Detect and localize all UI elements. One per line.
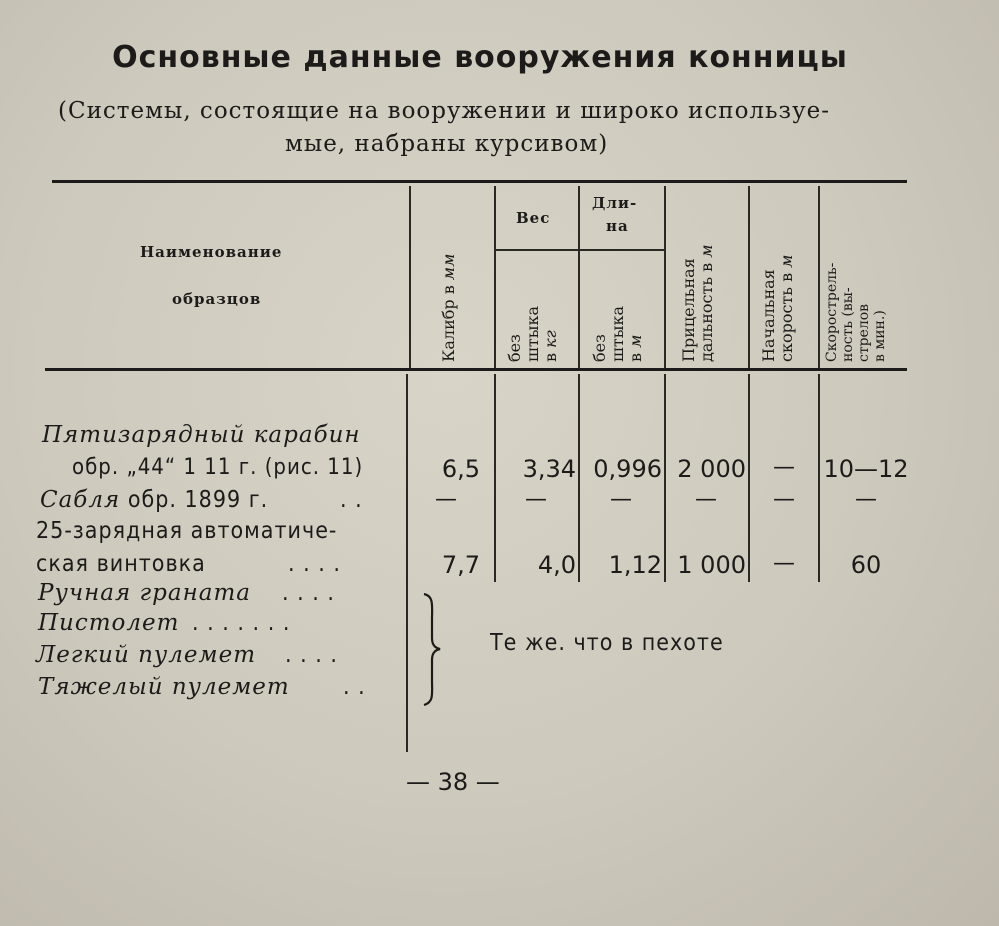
- grouped-row-leader: . . . .: [282, 580, 335, 606]
- row-1-caliber: 6,5: [441, 455, 480, 483]
- header-divider: [664, 186, 666, 368]
- grouped-row-name: Тяжелый пулемет: [38, 674, 290, 700]
- grouped-row-name: Ручная граната: [38, 580, 251, 606]
- body-divider: [406, 374, 408, 752]
- header-velocity: Начальная скорость в м: [759, 254, 796, 362]
- table-top-rule: [52, 180, 907, 183]
- row-3-rate: 60: [850, 551, 882, 579]
- row-3-weight: 4,0: [537, 551, 576, 579]
- grouped-note: Те же. что в пехоте: [490, 630, 724, 656]
- header-rate: Скорострель- ность (вы- стрелов в мин.): [824, 262, 888, 362]
- row-2-velocity: —: [773, 487, 795, 512]
- header-divider: [818, 186, 820, 368]
- header-name-line-2: образцов: [172, 290, 262, 308]
- page-title: Основные данные вооружения конницы: [112, 40, 848, 75]
- header-length-sub: без штыка в м: [590, 306, 645, 362]
- row-1-range: 2 000: [677, 455, 746, 483]
- grouped-row-leader: . . . . . . .: [192, 610, 291, 636]
- grouped-row-name: Пистолет: [38, 610, 180, 636]
- row-1-length: 0,996: [593, 455, 662, 483]
- header-divider: [409, 186, 411, 368]
- row-2-caliber: —: [435, 487, 457, 512]
- header-divider: [578, 186, 580, 368]
- header-divider: [494, 186, 496, 368]
- page-number: — 38 —: [406, 768, 500, 796]
- grouped-row-leader: . .: [343, 674, 366, 700]
- subtitle-line-2: мые, набраны курсивом): [285, 131, 609, 157]
- row-2-rate: —: [855, 487, 877, 512]
- header-length-line-1: Дли-: [592, 194, 638, 212]
- row-3-caliber: 7,7: [441, 551, 480, 579]
- header-subrule: [496, 249, 664, 251]
- subtitle-line-1: (Системы, состоящие на вооружении и широко используе-: [58, 98, 831, 124]
- header-divider: [748, 186, 750, 368]
- header-bottom-rule: [45, 368, 907, 371]
- row-2-name: Сабля обр. 1899 г.: [40, 487, 269, 513]
- grouped-row-name: Легкий пулемет: [36, 642, 257, 668]
- row-3-leader: . . . .: [288, 551, 341, 577]
- row-1-name-line-1: Пятизарядный карабин: [42, 422, 361, 448]
- row-3-range: 1 000: [677, 551, 746, 579]
- row-1-rate: 10—12: [823, 455, 909, 483]
- header-length-line-2: на: [606, 217, 629, 235]
- header-name-line-1: Наименование: [140, 243, 283, 261]
- row-2-length: —: [610, 487, 632, 512]
- row-2-weight: —: [525, 487, 547, 512]
- group-brace: [418, 592, 448, 707]
- row-3-name-line-2: ская винтовка: [36, 551, 206, 577]
- header-weight: Вес: [516, 209, 551, 227]
- row-3-velocity: —: [773, 551, 795, 576]
- row-1-name-line-2: обр. „44“ 1 11 г. (рис. 11): [72, 455, 364, 480]
- row-1-weight: 3,34: [522, 455, 576, 483]
- header-range: Прицельная дальность в м: [679, 244, 716, 362]
- row-3-name-line-1: 25-зарядная автоматиче-: [36, 518, 338, 544]
- header-weight-sub: без штыка в кг: [505, 306, 560, 362]
- row-3-length: 1,12: [608, 551, 662, 579]
- header-caliber: Калибр в мм: [439, 253, 458, 362]
- row-2-leader: . .: [340, 487, 363, 513]
- grouped-row-leader: . . . .: [285, 642, 338, 668]
- row-1-velocity: —: [773, 455, 795, 480]
- row-2-range: —: [695, 487, 717, 512]
